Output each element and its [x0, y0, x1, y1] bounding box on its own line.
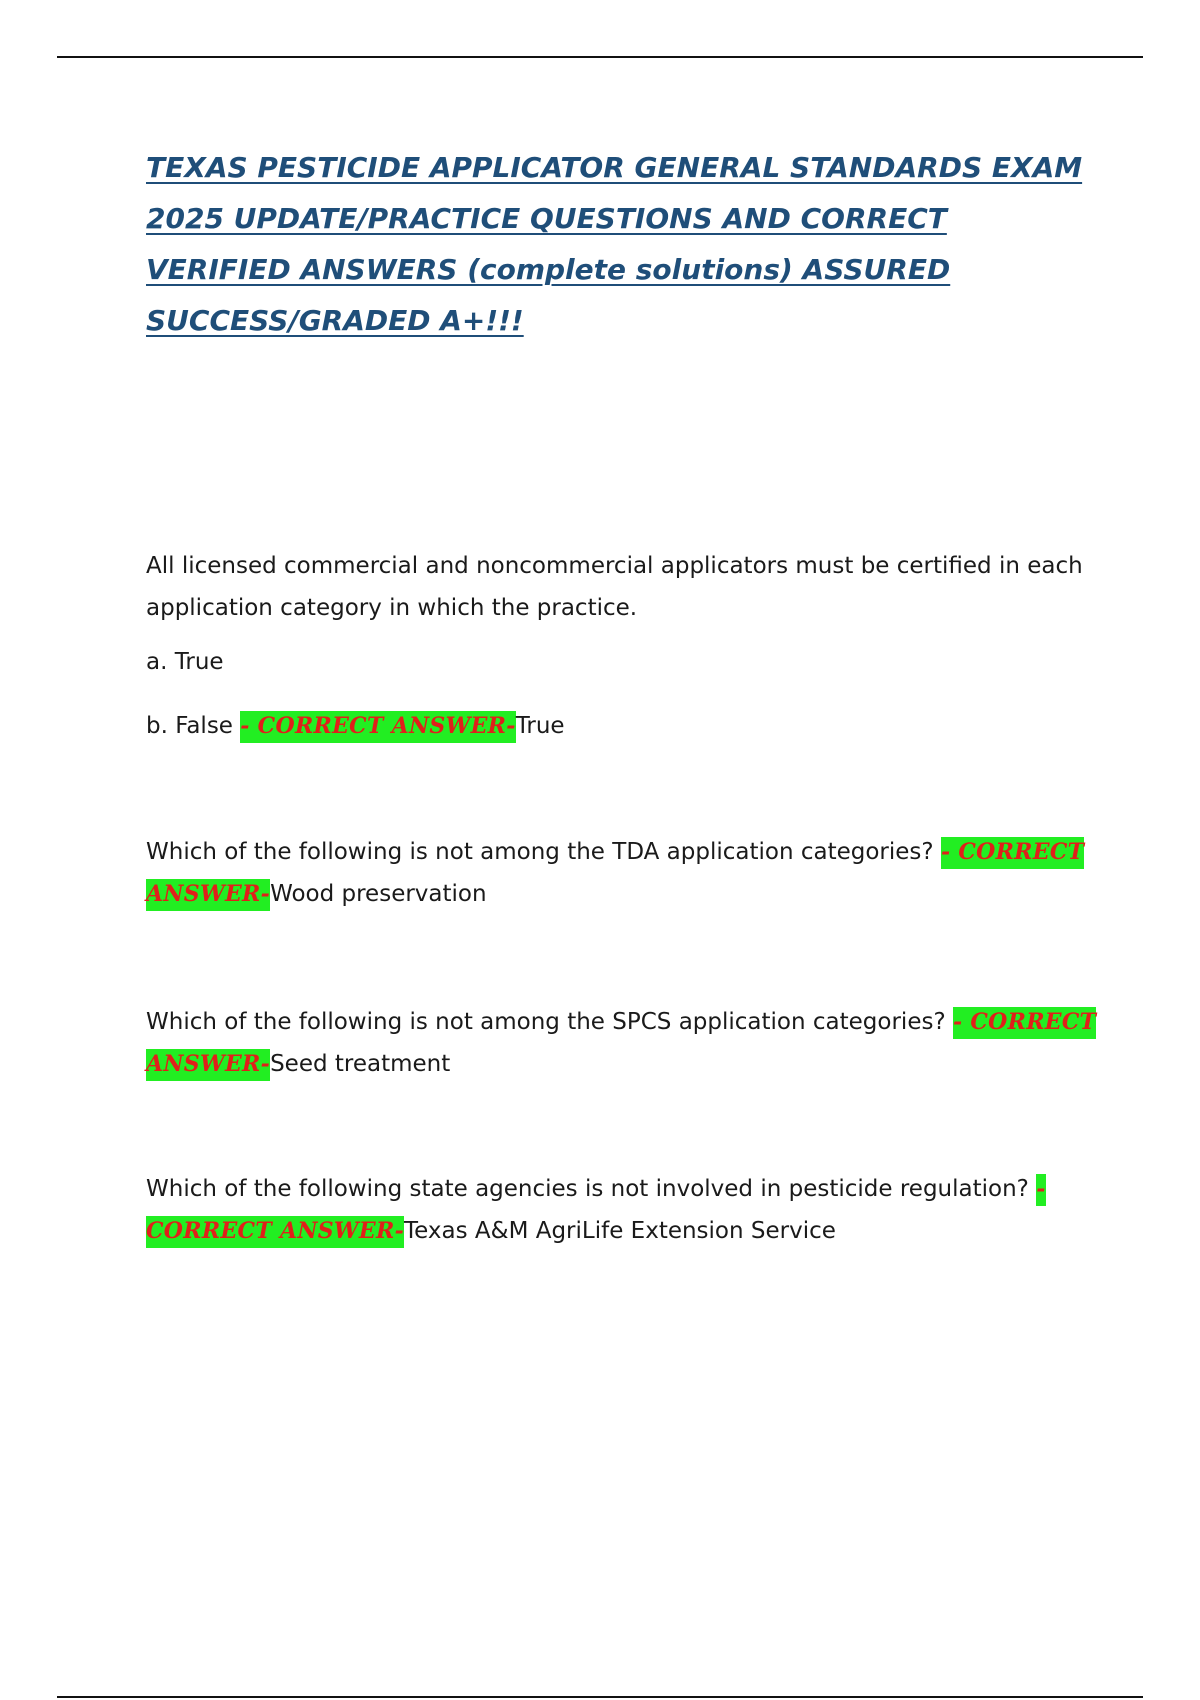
correct-answer-tag: - CORRECT ANSWER-	[240, 711, 515, 743]
document-body	[146, 142, 1101, 1244]
question-2	[146, 831, 1101, 915]
option-b-label: b. False	[146, 713, 233, 739]
question-text	[146, 1168, 1101, 1252]
question-text: All licensed commercial and noncommercial applicators must be certified in each application category in which the practice.	[146, 553, 1083, 621]
document-title: TEXAS PESTICIDE APPLICATOR GENERAL STANDARDS EXAM 2025 UPDATE/PRACTICE QUESTIONS AND CORRECT VERIFIED ANSWERS (complete solutions) ASSURED SUCCESS/GRADED A+!!!	[146, 151, 1083, 337]
question-text	[146, 831, 1101, 915]
correct-answer-tag: - CORRECT ANSWER-	[146, 1007, 1096, 1081]
answer-text: Texas A&M AgriLife Extension Service	[404, 1218, 836, 1244]
option-b	[146, 705, 1101, 747]
question-text-content: Which of the following is not among the TDA application categories?	[146, 839, 934, 865]
bottom-rule	[57, 1696, 1143, 1698]
question-text-content: Which of the following is not among the SPCS application categories?	[146, 1009, 946, 1035]
correct-answer-tag: - CORRECT ANSWER-	[146, 1174, 1046, 1248]
question-4	[146, 1168, 1101, 1252]
question-text	[146, 1001, 1101, 1085]
option-a: a. True	[146, 649, 224, 675]
top-rule	[57, 56, 1143, 58]
answer-text: True	[515, 713, 565, 739]
answer-text: Seed treatment	[270, 1051, 451, 1077]
question-3	[146, 1001, 1101, 1085]
correct-answer-tag: - CORRECT ANSWER-	[146, 837, 1084, 911]
question-text-content: Which of the following state agencies is not involved in pesticide regulation?	[146, 1176, 1029, 1202]
answer-text: Wood preservation	[270, 881, 487, 907]
question-1	[146, 545, 1101, 747]
